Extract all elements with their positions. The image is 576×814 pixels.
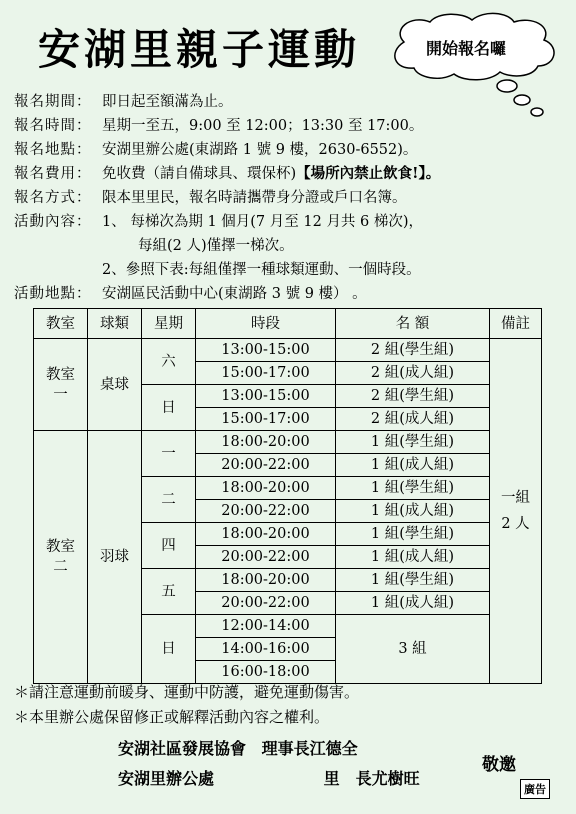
slot-cell: 15:00-17:00 [196, 408, 336, 431]
remark-cell: 一組 2 人 [490, 339, 542, 684]
org-name: 安湖里辦公處 [118, 769, 215, 788]
info-value: 安湖里辦公處(東湖路 1 號 9 樓，2630-6552)。 [102, 142, 418, 158]
quota-cell: 1 組(成人組) [336, 546, 490, 569]
info-venue [14, 282, 570, 306]
signature-line-1 [118, 736, 358, 759]
day-cell: 五 [142, 569, 196, 615]
info-value: 安湖區民活動中心(東湖路 3 號 9 樓） 。 [102, 286, 367, 302]
signatory: 里 長尤樹旺 [323, 769, 420, 788]
header-slot: 時段 [196, 309, 336, 339]
slot-cell: 20:00-22:00 [196, 500, 336, 523]
day-cell: 二 [142, 477, 196, 523]
slot-cell: 16:00-18:00 [196, 661, 336, 684]
info-period [14, 90, 570, 114]
slot-cell: 20:00-22:00 [196, 592, 336, 615]
table-header-row [34, 309, 542, 339]
quota-cell: 3 組 [336, 615, 490, 684]
quota-cell: 2 組(成人組) [336, 362, 490, 385]
quota-cell: 1 組(成人組) [336, 454, 490, 477]
sport-badminton: 羽球 [88, 431, 142, 684]
day-cell: 一 [142, 431, 196, 477]
page-title: 安湖里親子運動 [38, 25, 361, 74]
info-value: 星期一至五，9:00 至 12:00；13:30 至 17:00。 [102, 118, 424, 134]
info-fee [14, 162, 570, 186]
info-label: 報名方式： [14, 190, 92, 206]
slot-cell: 13:00-15:00 [196, 385, 336, 408]
info-method [14, 186, 570, 210]
info-label: 報名費用： [14, 166, 92, 182]
slot-cell: 14:00-16:00 [196, 638, 336, 661]
quota-cell: 2 組(成人組) [336, 408, 490, 431]
day-cell: 日 [142, 615, 196, 684]
info-content [14, 210, 570, 234]
header-sport: 球類 [88, 309, 142, 339]
day-cell: 四 [142, 523, 196, 569]
slot-cell: 15:00-17:00 [196, 362, 336, 385]
signatory: 理事長江德全 [261, 739, 358, 758]
quota-cell: 1 組(學生組) [336, 569, 490, 592]
quota-cell: 1 組(成人組) [336, 592, 490, 615]
slot-cell: 13:00-15:00 [196, 339, 336, 362]
info-label: 報名期間： [14, 94, 92, 110]
invite-text: 敬邀 [482, 755, 516, 775]
slot-cell: 12:00-14:00 [196, 615, 336, 638]
advertisement-stamp: 廣告 [520, 779, 550, 799]
signup-open-badge: 開始報名囉 [425, 39, 506, 58]
slot-cell: 20:00-22:00 [196, 454, 336, 477]
slot-cell: 18:00-20:00 [196, 523, 336, 546]
table-row [34, 431, 542, 454]
signature-line-2 [118, 766, 420, 789]
info-place [14, 138, 570, 162]
info-time [14, 114, 570, 138]
quota-cell: 1 組(學生組) [336, 431, 490, 454]
room-1: 教室一 [34, 339, 88, 431]
quota-cell: 1 組(學生組) [336, 523, 490, 546]
info-value: 1、 每梯次為期 1 個月(7 月至 12 月共 6 梯次)， [102, 214, 424, 230]
info-value [102, 162, 570, 186]
notes [14, 680, 564, 730]
table-row [34, 339, 542, 362]
info-label: 報名地點： [14, 142, 92, 158]
info-content-line3: 2、參照下表:每組僅擇一種球類運動、一個時段。 [102, 262, 421, 278]
quota-cell: 2 組(學生組) [336, 385, 490, 408]
slot-cell: 18:00-20:00 [196, 569, 336, 592]
info-content-line2: 每組(2 人)僅擇一梯次。 [138, 238, 294, 254]
info-label: 活動內容： [14, 214, 92, 230]
quota-cell: 1 組(學生組) [336, 477, 490, 500]
note-warmup: ＊請注意運動前暖身、運動中防護，避免運動傷害。 [14, 683, 360, 701]
sport-table-tennis: 桌球 [88, 339, 142, 431]
header-room: 教室 [34, 309, 88, 339]
org-name: 安湖社區發展協會 [118, 739, 247, 758]
header-quota: 名 額 [336, 309, 490, 339]
slot-cell: 20:00-22:00 [196, 546, 336, 569]
quota-cell: 2 組(學生組) [336, 339, 490, 362]
slot-cell: 18:00-20:00 [196, 431, 336, 454]
info-label: 活動地點： [14, 286, 92, 302]
no-food-warning: 【場所內禁止飲食!】。 [296, 165, 441, 182]
schedule-table [33, 308, 542, 684]
info-value: 即日起至額滿為止。 [102, 94, 233, 110]
fee-text: 免收費（請自備球具、環保杯) [102, 166, 297, 182]
info-block [14, 90, 570, 306]
day-cell: 日 [142, 385, 196, 431]
note-rights: ＊本里辦公處保留修正或解釋活動內容之權利。 [14, 708, 330, 726]
info-label: 報名時間： [14, 118, 92, 134]
quota-cell: 1 組(成人組) [336, 500, 490, 523]
info-value: 限本里里民，報名時請攜帶身分證或戶口名簿。 [102, 190, 407, 206]
header-remark: 備註 [490, 309, 542, 339]
slot-cell: 18:00-20:00 [196, 477, 336, 500]
room-2: 教室二 [34, 431, 88, 684]
day-cell: 六 [142, 339, 196, 385]
header-day: 星期 [142, 309, 196, 339]
